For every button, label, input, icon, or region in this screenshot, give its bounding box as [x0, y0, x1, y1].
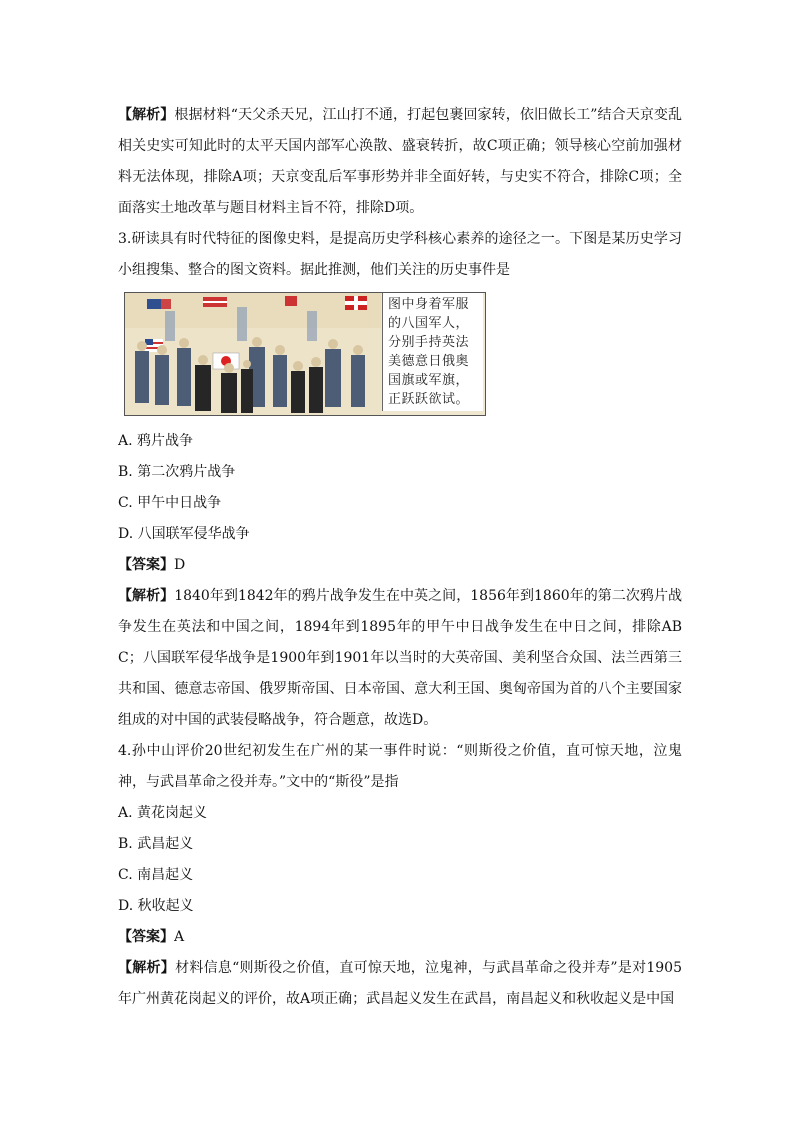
analysis-text: 1840年到1842年的鸦片战争发生在中英之间，1856年到1860年的第二次鸦片战争发生在英法和中国之间，1894年到1895年的甲午中日战争发生在中日之间，排除ABC；八国联军侵华战争是1900年到1901年以当时的大英帝国、美利坚合众国、法兰西第三共和国、德意志帝国、俄罗斯帝国、日本帝国、意大利王国、奥匈帝国为首的八个主要国家组成的对中国的武装侵略战争，符合题意，故选D。 — [118, 588, 683, 728]
q3-option-d: D. 八国联军侵华战争 — [118, 526, 250, 542]
figure-caption: 图中身着军服的八国军人，分别手持英法美德意日俄奥国旗或军旗，正跃跃欲试。 — [382, 293, 483, 411]
document-content — [118, 100, 682, 1015]
eight-nation-soldiers-illustration — [125, 293, 381, 415]
analysis-tag: 【解析】 — [118, 960, 176, 976]
q3-answer — [118, 550, 682, 581]
analysis-tag: 【解析】 — [118, 588, 175, 604]
q3-option-a: A. 鸦片战争 — [118, 433, 194, 449]
q3-option-b: B. 第二次鸦片战争 — [118, 464, 236, 480]
analysis-text: 材料信息“则斯役之价值，直可惊天地，泣鬼神，与武昌革命之役并寿”是对1905年广州黄花岗起义的评价，故A项正确；武昌起义发生在武昌，南昌起义和秋收起义是中国 — [118, 960, 682, 1007]
q4-answer — [118, 922, 682, 953]
q3-analysis — [118, 581, 682, 736]
q4-option-d: D. 秋收起义 — [118, 898, 194, 914]
answer-value: A — [174, 929, 185, 945]
q4-option-a: A. 黄花岗起义 — [118, 805, 208, 821]
answer-value: D — [174, 557, 186, 573]
q3-stem: 3.研读具有时代特征的图像史料，是提高历史学科核心素养的途径之一。下图是某历史学习小组搜集、整合的图文资料。据此推测，他们关注的历史事件是 — [118, 231, 682, 278]
analysis-text: 根据材料“天父杀天兄，江山打不通，打起包裹回家转，依旧做长工”结合天京变乱相关史实可知此时的太平天国内部军心涣散、盛衰转折，故C项正确；领导核心空前加强材料无法体现，排除A项；天京变乱后军事形势并非全面好转，与史实不符合，排除C项；全面落实土地改革与题目材料主旨不符，排除D项。 — [118, 107, 683, 216]
q3-option-c: C. 甲午中日战争 — [118, 495, 222, 511]
analysis-tag: 【解析】 — [118, 107, 175, 123]
q4-option-c: C. 南昌起义 — [118, 867, 194, 883]
q4-analysis — [118, 953, 682, 1015]
answer-tag: 【答案】 — [118, 929, 174, 945]
answer-tag: 【答案】 — [118, 557, 174, 573]
q4-stem: 4.孙中山评价20世纪初发生在广州的某一事件时说：“则斯役之价值，直可惊天地，泣鬼神，与武昌革命之役并寿。”文中的“斯役”是指 — [118, 743, 682, 790]
q4-option-b: B. 武昌起义 — [118, 836, 194, 852]
q2-analysis — [118, 100, 682, 224]
q3-figure — [124, 292, 486, 416]
